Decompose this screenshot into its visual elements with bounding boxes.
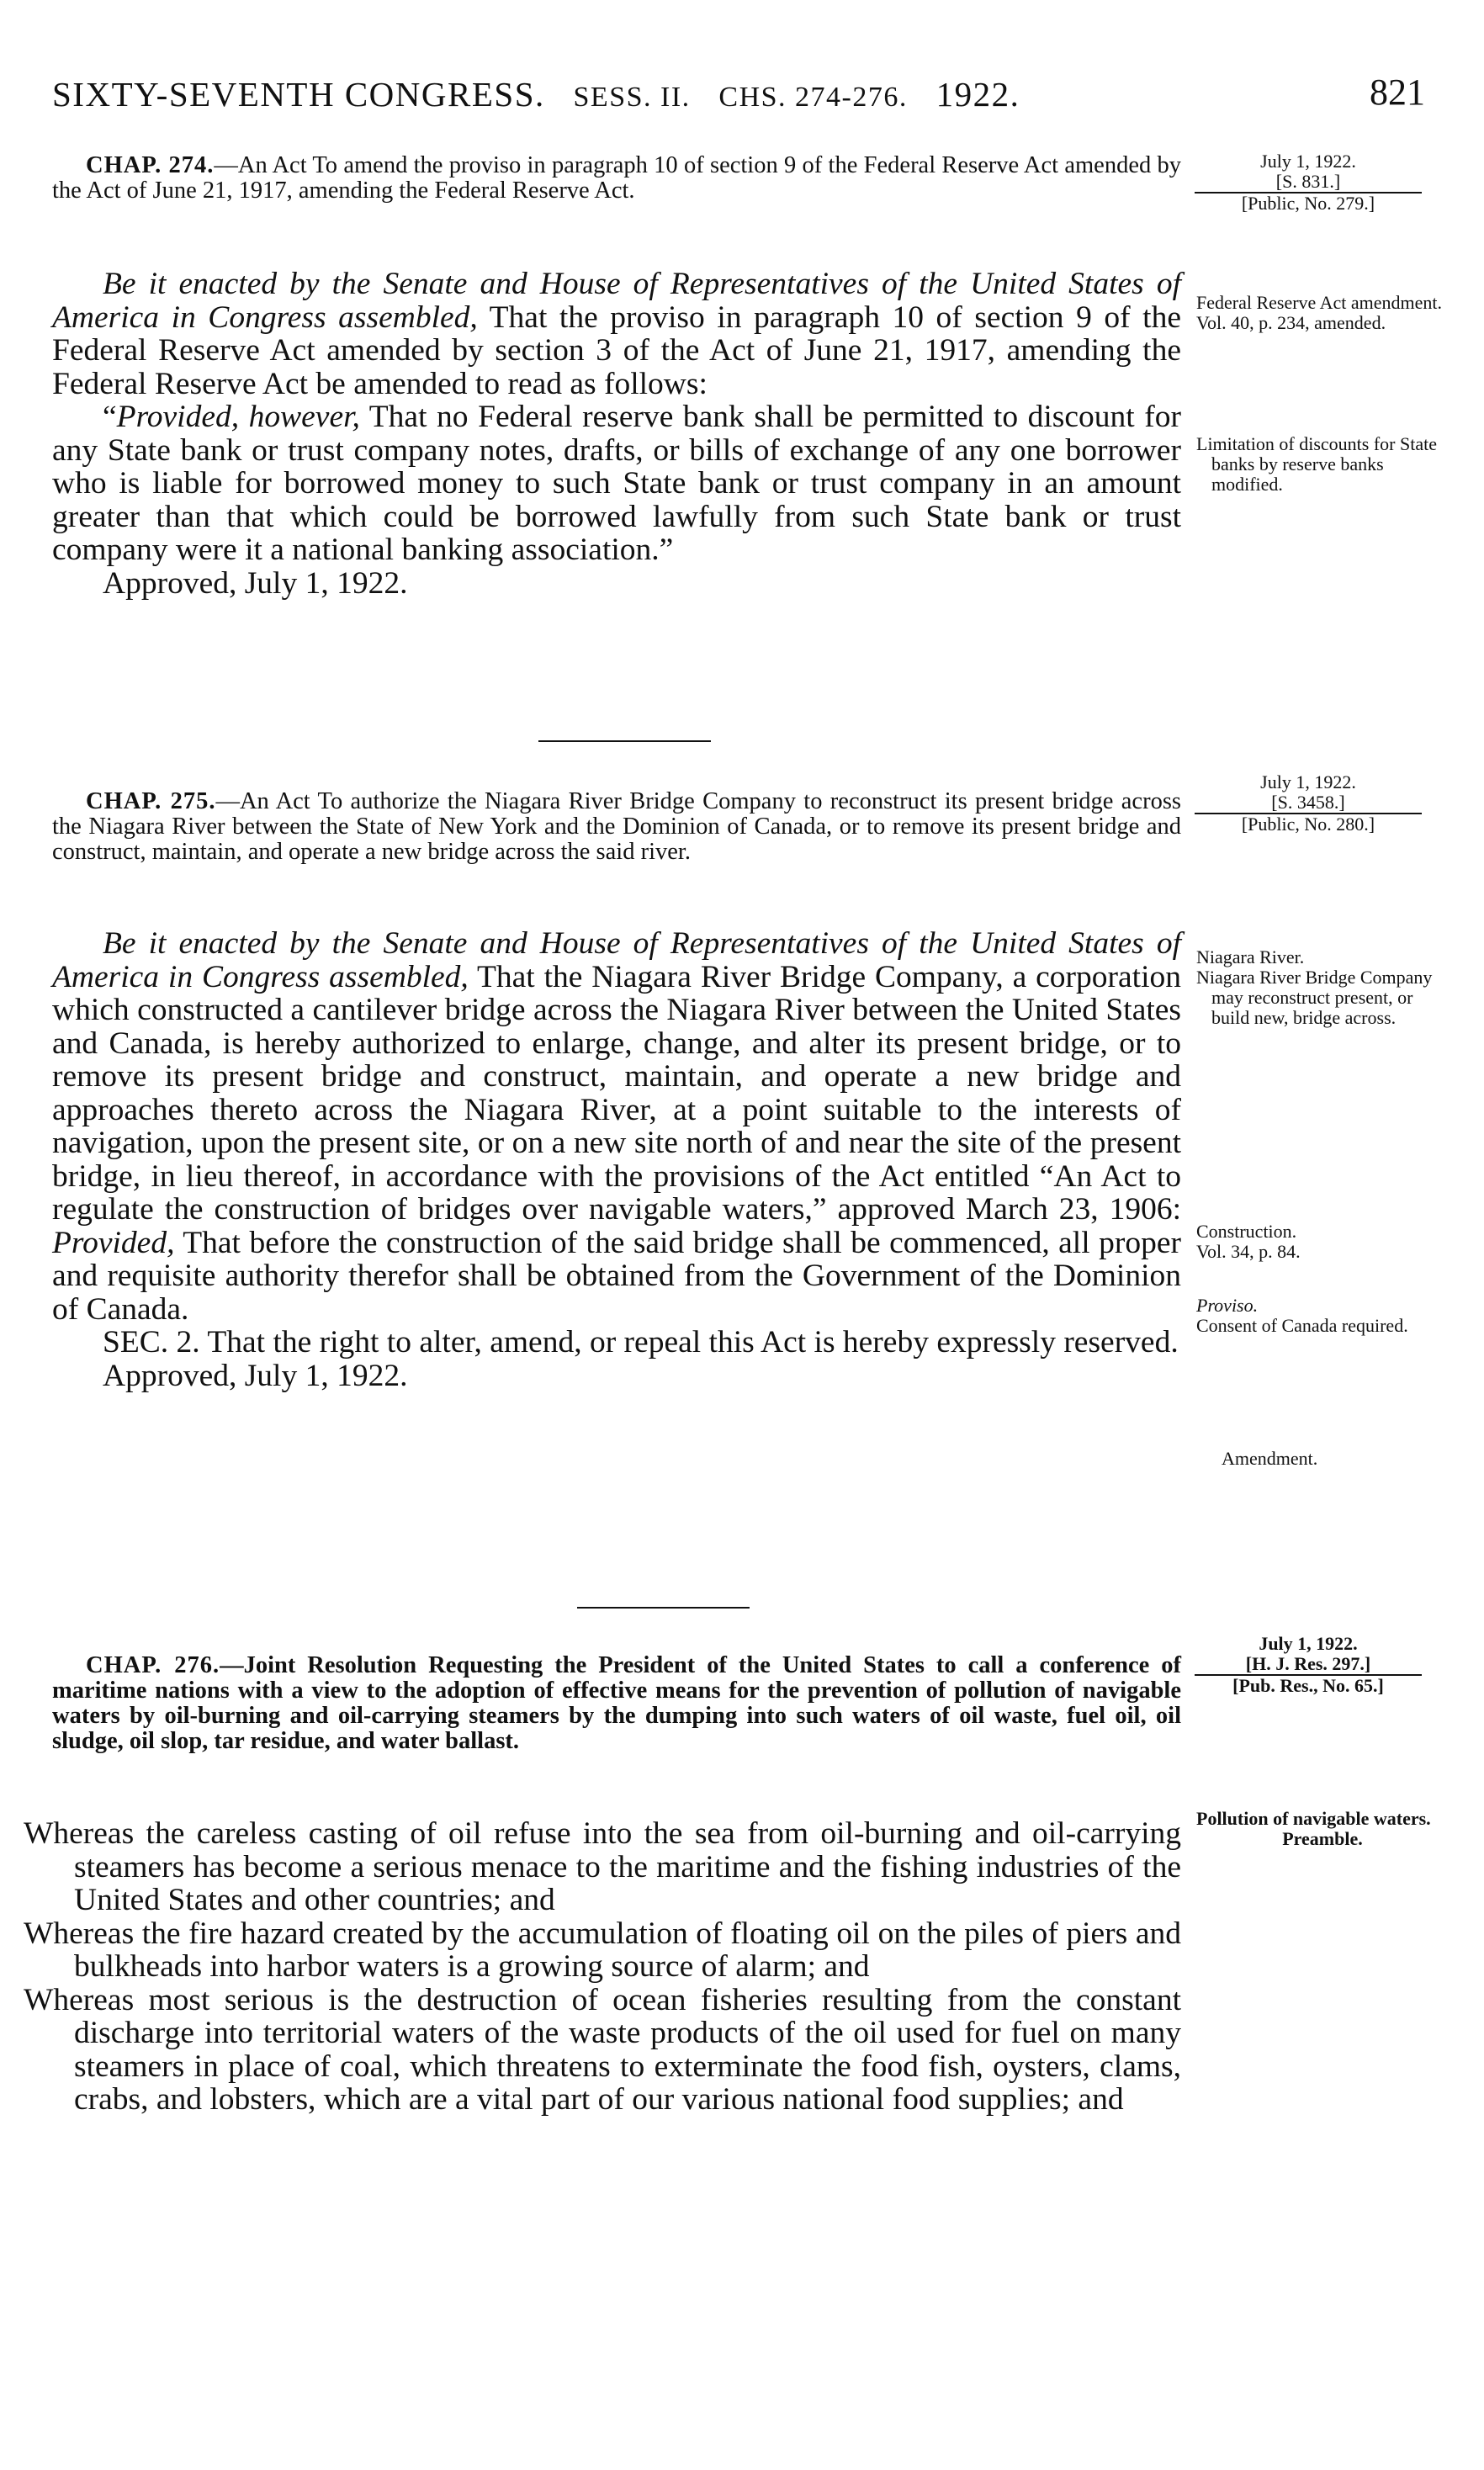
- chap-274-enact-italic: Be it enacted by the Senate and House of Representatives of the United States of America in Congress assembled,: [52, 267, 1181, 335]
- margin-consent-canada: Consent of Canada required.: [1196, 1315, 1408, 1336]
- chap-274-margin-1: [1196, 293, 1449, 333]
- chap-274-title-text: —An Act To amend the proviso in paragraph 10 of section 9 of the Federal Reserve Act amended by the Act of June 21, 1917, amending the Federal Reserve Act.: [52, 152, 1182, 204]
- chap-274-sideblock: [1195, 151, 1422, 214]
- chap-274-approved: Approved, July 1, 1922.: [103, 565, 408, 601]
- chap-274-proviso-text: That no Federal reserve bank shall be permitted to discount for any State bank or trust company notes, drafts, or bills of exchange of any one borrower who is liable for borrowed money to such State bank or trust company in an amount greater than that which could be borrowed lawfully from such State bank or trust company were it a national banking association.”: [52, 400, 1181, 567]
- chap-276-title: [52, 1653, 1181, 1754]
- chap-275-provided-italic: Provided,: [52, 1225, 175, 1260]
- chap-276-label: CHAP. 276.: [86, 1652, 220, 1678]
- divider-1: [538, 740, 711, 742]
- chap-274-date: July 1, 1922.: [1260, 151, 1356, 172]
- chap-275-enact-text: That the Niagara River Bridge Company, a corporation which constructed a cantilever bridge across the Niagara River between the United States and Canada, is hereby authorized to enlarge, change, and alter its present bridge, or to remove its present bridge and construct, maintain, and operate a new bridge and approaches thereto across the Niagara River, at a point suitable to the interests of navigation, upon the present site, or on a new site north of and near the site of the present bridge, in lieu thereof, in accordance with the provisions of the Act entitled “An Act to regulate the construction of bridges over navigable waters,” approved March 23, 1906:: [52, 959, 1181, 1227]
- divider-2: [577, 1607, 750, 1609]
- chap-275-label: CHAP. 275.: [86, 788, 216, 814]
- chap-276-public: [Pub. Res., No. 65.]: [1232, 1675, 1384, 1696]
- chap-275-margin-niagara: [1196, 947, 1449, 1028]
- chap-274-label: CHAP. 274.: [86, 152, 215, 178]
- chap-274-proviso-italic: Provided, however,: [116, 400, 360, 434]
- chap-274-proviso: [52, 400, 1181, 567]
- margin-preamble: Preamble.: [1282, 1828, 1363, 1849]
- chap-275-sec-2: SEC. 2. That the right to alter, amend, or repeal this Act is hereby expressly reserved.: [103, 1325, 1179, 1360]
- header-year: 1922.: [935, 75, 1020, 114]
- chap-275-bill: [S. 3458.]: [1195, 792, 1422, 814]
- chap-276-bill: [H. J. Res. 297.]: [1195, 1654, 1422, 1676]
- margin-niagara-river: Niagara River.: [1196, 946, 1305, 967]
- whereas-3: Whereas most serious is the destruction of ocean fisheries resulting from the constant discharge into territorial waters of the waste products of the oil used for fuel on many steamers in place of coal, which threatens to exterminate the food fish, oysters, clams, crabs, and lobsters, which are a vital part of our various national food supplies; and: [24, 1982, 1181, 2117]
- chap-274-body: [52, 268, 1181, 600]
- running-header: [52, 74, 1020, 114]
- chap-275-date: July 1, 1922.: [1260, 771, 1356, 792]
- margin-amendment: Amendment.: [1222, 1448, 1318, 1469]
- chap-275-enacting-clause: [52, 927, 1181, 1326]
- chap-276-date: July 1, 1922.: [1259, 1633, 1358, 1654]
- margin-vol-34: Vol. 34, p. 84.: [1196, 1241, 1301, 1262]
- margin-federal-reserve: Federal Reserve Act amendment.: [1196, 292, 1443, 313]
- chap-275-public: [Public, No. 280.]: [1241, 814, 1375, 835]
- chap-274-margin-2: [1196, 434, 1449, 495]
- chap-274-title: [52, 153, 1181, 204]
- margin-construction: Construction.: [1196, 1221, 1297, 1242]
- chap-275-approved: Approved, July 1, 1922.: [103, 1358, 408, 1393]
- header-session: SESS. II.: [573, 82, 691, 113]
- chap-275-margin-proviso: [1196, 1296, 1449, 1336]
- chap-276-title-text: —Joint Resolution Requesting the President of the United States to call a conference of maritime nations with a view to the adoption of effective means for the prevention of pollution of navigable waters by oil-burning and oil-carrying steamers by the dumping into such waters of oil waste, fuel oil, oil sludge, oil slop, tar residue, and water ballast.: [52, 1652, 1182, 1754]
- whereas-2: Whereas the fire hazard created by the accumulation of floating oil on the piles of piers and bulkheads into harbor waters is a growing source of alarm; and: [24, 1916, 1181, 1984]
- header-chapters: CHS. 274-276.: [718, 82, 908, 113]
- chap-275-margin-amendment: [1222, 1449, 1440, 1469]
- margin-limitation: Limitation of discounts for State banks by reserve banks modified.: [1196, 433, 1437, 495]
- chap-275-sideblock: [1195, 772, 1422, 835]
- margin-pollution: Pollution of navigable waters.: [1196, 1808, 1431, 1829]
- chap-274-bill: [S. 831.]: [1195, 172, 1422, 193]
- margin-proviso: Proviso.: [1196, 1295, 1259, 1316]
- chap-275-enact-italic: Be it enacted by the Senate and House of Representatives of the United States of America in Congress assembled,: [52, 926, 1181, 994]
- page-number: 821: [1370, 72, 1425, 113]
- chap-275-title-text: —An Act To authorize the Niagara River Bridge Company to reconstruct its present bridge across the Niagara River between the State of New York and the Dominion of Canada, or to remove its present bridge and construct, maintain, and operate a new bridge across the said river.: [52, 788, 1182, 865]
- margin-vol-40: Vol. 40, p. 234, amended.: [1196, 312, 1386, 333]
- chap-275-title: [52, 789, 1181, 865]
- chap-275-provided-text: That before the construction of the said bridge shall be commenced, all proper and requisite authority therefor shall be obtained from the Government of the Dominion of Canada.: [52, 1225, 1181, 1327]
- chap-276-body: [24, 1817, 1181, 2117]
- chap-274-enacting-clause: [52, 268, 1181, 400]
- chap-275-body: [52, 927, 1181, 1392]
- header-congress: SIXTY-SEVENTH CONGRESS.: [52, 75, 545, 114]
- chap-274-public: [Public, No. 279.]: [1241, 193, 1375, 214]
- margin-bridge-company: Niagara River Bridge Company may reconstruct present, or build new, bridge across.: [1196, 967, 1433, 1028]
- chap-274-enact-text: That the proviso in paragraph 10 of section 9 of the Federal Reserve Act amended by section 3 of the Act of June 21, 1917, amending the Federal Reserve Act be amended to read as follows:: [52, 299, 1181, 401]
- whereas-1: Whereas the careless casting of oil refuse into the sea from oil-burning and oil-carrying steamers has become a serious menace to the maritime and the fishing industries of the United States and other countries; and: [24, 1816, 1181, 1917]
- chap-276-sideblock: [1195, 1634, 1422, 1696]
- chap-275-margin-construction: [1196, 1222, 1449, 1262]
- open-quote: “: [103, 400, 117, 434]
- chap-276-margin: [1196, 1809, 1449, 1849]
